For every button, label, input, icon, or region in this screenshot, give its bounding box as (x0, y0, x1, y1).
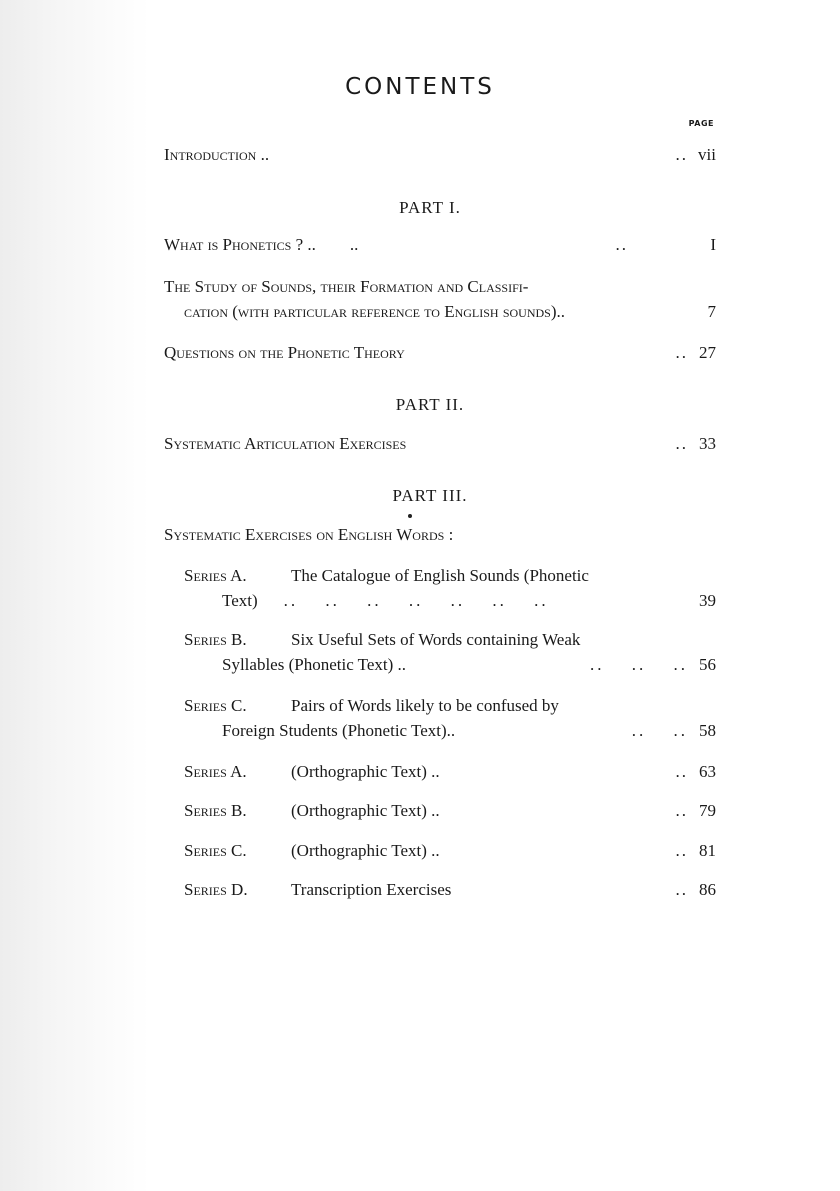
leader-dots: .. (349, 235, 359, 254)
section-heading-english-words (164, 525, 716, 550)
ink-dot (408, 514, 412, 518)
series-code: Series B. (184, 801, 247, 820)
leader-dots: .. (675, 801, 688, 820)
toc-entry-label: (Orthographic Text) .. (291, 801, 440, 820)
toc-entry-series-a-orthographic (184, 762, 716, 787)
toc-entry-series-c-phonetic (184, 696, 716, 746)
toc-entry-label-line-1: The Catalogue of English Sounds (Phonetic (291, 566, 589, 585)
toc-entry-articulation (164, 434, 716, 459)
part-2-heading: PART II. (395, 395, 465, 414)
toc-entry-label: Systematic Articulation Exercises (164, 434, 407, 453)
leader-dots: .. (675, 145, 688, 164)
toc-entry-study-of-sounds (164, 277, 716, 327)
page-number: I (710, 235, 716, 254)
toc-entry-label: (Orthographic Text) .. (291, 762, 440, 781)
leader-dots: .. (675, 434, 688, 453)
series-code: Series A. (184, 566, 247, 585)
toc-entry-label: Transcription Exercises (291, 880, 452, 899)
series-code: Series B. (184, 630, 247, 649)
toc-entry-label: Introduction .. (164, 145, 270, 164)
page-number: 7 (707, 302, 716, 321)
part-3-heading: PART III. (392, 486, 468, 505)
part-1-heading: PART I. (399, 198, 461, 217)
toc-entry-label-line-1: The Study of Sounds, their Formation and Classifi- (164, 277, 529, 296)
section-heading-label: Systematic Exercises on English Words : (164, 525, 454, 544)
leader-dots: .. (675, 762, 688, 781)
leader-dots: .. .. .. (590, 655, 688, 674)
leader-dots: .. (675, 343, 688, 362)
toc-entry-what-is-phonetics (164, 235, 716, 260)
page-number: 86 (699, 880, 716, 899)
series-code: Series A. (184, 762, 247, 781)
toc-entry-label: What is Phonetics ? .. (164, 235, 316, 254)
page-number: 56 (699, 655, 716, 674)
page-number: 81 (699, 841, 716, 860)
page-number: 58 (699, 721, 716, 740)
leader-dots: .. .. .. .. .. .. .. (283, 591, 549, 610)
page-number: 39 (699, 591, 716, 610)
toc-entry-label-line-2: Syllables (Phonetic Text) .. (222, 655, 407, 674)
toc-entry-label-line-1: Six Useful Sets of Words containing Weak (291, 630, 581, 649)
toc-entry-label-line-2: cation (with particular reference to English sounds).. (184, 302, 566, 321)
page-column-header: PAGE (688, 119, 714, 128)
toc-entry-series-b-phonetic (184, 630, 716, 680)
leader-dots: .. .. (631, 721, 688, 740)
page-number: 33 (699, 434, 716, 453)
toc-entry-series-d (184, 880, 716, 905)
page-number: 63 (699, 762, 716, 781)
toc-entry-introduction (164, 145, 716, 170)
leader-dots: .. (675, 841, 688, 860)
page-number: 27 (699, 343, 716, 362)
page-number: 79 (699, 801, 716, 820)
toc-entry-label: (Orthographic Text) .. (291, 841, 440, 860)
toc-entry-label-line-1: Pairs of Words likely to be confused by (291, 696, 559, 715)
page-title: CONTENTS (345, 74, 495, 100)
toc-entry-series-b-orthographic (184, 801, 716, 826)
toc-entry-label: Questions on the Phonetic Theory (164, 343, 405, 362)
leader-dots: .. (615, 235, 628, 254)
leader-dots: .. (675, 880, 688, 899)
toc-entry-label-line-2: Text) (222, 591, 258, 610)
toc-entry-questions (164, 343, 716, 368)
toc-entry-label-line-2: Foreign Students (Phonetic Text).. (222, 721, 456, 740)
page-number: vii (698, 145, 716, 164)
series-code: Series C. (184, 841, 247, 860)
series-code: Series D. (184, 880, 248, 899)
toc-entry-series-a-phonetic (184, 566, 716, 616)
toc-entry-series-c-orthographic (184, 841, 716, 866)
series-code: Series C. (184, 696, 247, 715)
